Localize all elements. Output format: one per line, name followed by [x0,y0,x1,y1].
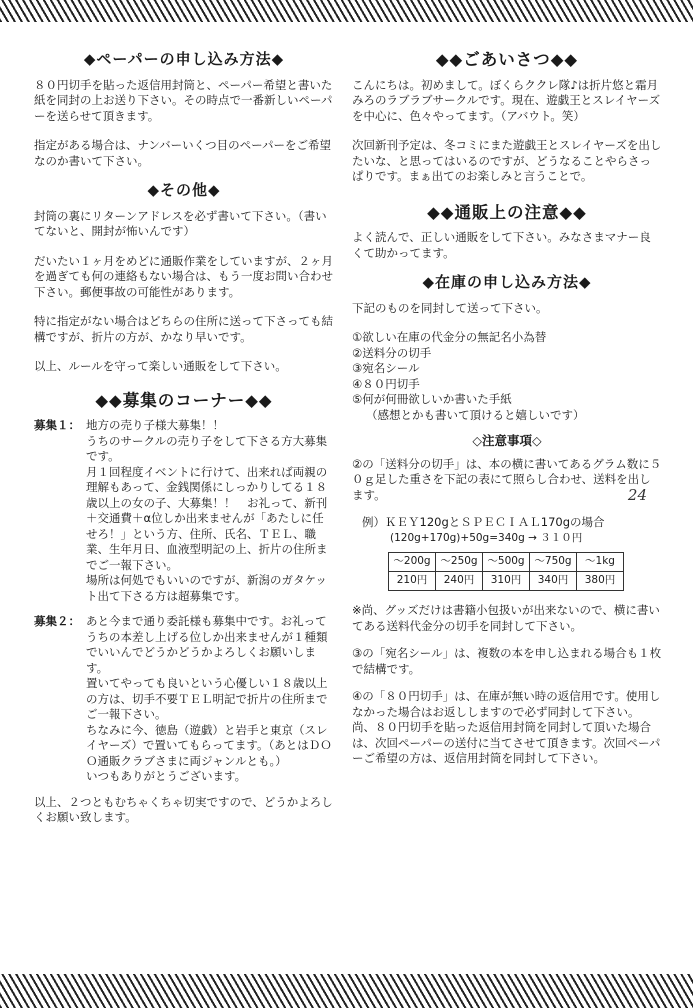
recruit-body-2 [86,614,334,785]
recruit-2-line-3: ちなみに今、徳島（遊戯）と岩手と東京（スレイヤーズ）で置いてもらってます。（あとはＤＯＯ通販クラブさまに両ジャンルとも。） [86,722,332,768]
recruit-1-line-1: 地方の売り子様大募集！！ [86,418,224,432]
rate-price-cell: 380円 [577,572,624,591]
recruit-1-line-4: 場所は何処でもいいのですが、新潟のガタケット出て下さる方は超募集です。 [86,573,327,603]
other-text-4: 以上、ルールを守って楽しい通販をして下さい。 [34,359,287,373]
stock-item-3: ③宛名シール [352,361,420,375]
top-decorative-border [0,0,693,22]
recruit-section [34,390,334,826]
stock-item-5-note: （感想とかも書いて頂けると嬉しいです） [366,407,585,422]
paper-request-text-1: ８０円切手を貼った返信用封筒と、ペーパー希望と書いた紙を同封の上お送り下さい。その時点で一番新しいペーパーを送らせて頂きます。 [34,77,333,123]
recruit-label-1: 募集１： [34,418,80,432]
stock-item-4: ④８０円切手 [352,376,420,391]
stock-section [352,275,662,423]
left-column [34,52,334,840]
bottom-decorative-border [0,974,693,1008]
postage-example [362,515,662,546]
rate-weight-cell: ～250g [436,553,483,572]
example-line-1: 例）ＫＥＹ120gとＳＰＥＣＩＡＬ170gの場合 [362,515,605,529]
mailorder-section [352,202,662,262]
right-column [352,52,662,779]
paper-request-text-2: 指定がある場合は、ナンバーいくつ目のペーパーをご希望なのか書いて下さい。 [34,138,332,168]
rate-price-cell: 340円 [530,572,577,591]
rate-weight-cell: ～750g [530,553,577,572]
recruit-1-line-3: 月１回程度イベントに行けて、出来れば両親の理解もあって、金銭関係にしっかりしてる１８歳以上の女の子、大募集！！ お礼って、新刊＋交通費＋α位しか出来ませんが「あたしに任せろ！」という方、住所、氏名、ＴＥＬ、職業、生年月日、血液型明記の上、折片の住所までご一報下さい。 [86,464,328,572]
other-section [34,183,334,375]
note-goods: ※尚、グッズだけは書籍小包扱いが出来ないので、横に書いてある送料代金分の切手を同封して下さい。 [352,603,660,633]
page-number: 24 [627,486,647,504]
stock-item-5: ⑤何が何冊欲しいか書いた手紙 [352,392,512,406]
rate-weight-cell: ～1kg [577,553,624,572]
stock-item-1: ①欲しい在庫の代金分の無記名小為替 [352,330,547,344]
recruit-closing: 以上、２つともむちゃくちゃ切実ですので、どうかよろしくお願い致します。 [34,794,333,824]
rate-price-cell: 210円 [389,572,436,591]
note-postage: ②の「送料分の切手」は、本の横に書いてあるグラム数に５０ｇ足した重さを下記の表にて照らし合わせ、送料を出します。 [352,456,662,502]
stock-items-list [352,330,662,423]
recruit-2-line-2: 置いてやっても良いという心優しい１８歳以上の方は、切手不要ＴＥＬ明記で折片の住所までご一報下さい。 [86,676,328,721]
recruit-2-line-4: いつもありがとうございます。 [86,769,247,783]
greeting-text-1: こんにちは。初めまして。ぼくらククレ隊♪は折片悠と霜月みろのラブラブサークルです。現在、遊戯王とスレイヤーズを中心に、色々やってます。（アバウト。笑） [352,77,661,123]
postage-rate-table [388,552,624,591]
mailorder-text: よく読んで、正しい通販をして下さい。みなさまマナー良くて助かってます。 [352,230,651,260]
greeting-section [352,52,662,185]
paper-request-heading: ◆ペーパーの申し込み方法◆ [83,50,285,68]
recruit-body-1 [86,418,334,604]
recruit-heading: ◆◆募集のコーナー◆◆ [95,390,273,410]
other-text-2: だいたい１ヶ月をめどに通販作業をしていますが、２ヶ月を過ぎても何の連絡もない場合は、もう一度お問い合わせ下さい。郵便事故の可能性があります。 [34,253,333,299]
other-heading: ◆その他◆ [147,181,221,199]
rate-weight-cell: ～500g [483,553,530,572]
rate-price-cell: 310円 [483,572,530,591]
stock-heading: ◆在庫の申し込み方法◆ [422,273,592,291]
paper-request-section [34,52,334,169]
notes-section [352,433,662,767]
greeting-text-2: 次回新刊予定は、冬コミにまた遊戯王とスレイヤーズを出したいな、と思ってはいるのですが、どうなることやらさっぱりです。まぁ出てのお楽しみと言うことで。 [352,138,662,183]
stock-item-2: ②送料分の切手 [352,345,432,360]
recruit-2-line-1: あと今まで通り委託様も募集中です。お礼ってうちの本差し上げる位しか出来ませんが１種類でいいんでどうかどうかよろしくお願いします。 [86,614,328,675]
other-text-3: 特に指定がない場合はどちらの住所に送って下さっても結構ですが、折片の方が、かなり早いです。 [34,314,333,344]
recruit-item-1 [34,418,334,604]
recruit-item-2 [34,614,334,785]
recruit-label-2: 募集２： [34,614,80,628]
recruit-1-line-2: うちのサークルの売り子をして下さる方大募集です。 [86,433,328,463]
rate-price-cell: 240円 [436,572,483,591]
example-line-2: (120g+170g)+50g=340g → ３１０円 [390,531,583,544]
greeting-heading: ◆◆ごあいさつ◆◆ [435,50,579,69]
other-text-1: 封筒の裏にリターンアドレスを必ず書いて下さい。（書いてないと、開封が怖いんです） [34,208,327,238]
note-address-label: ③の「宛名シール」は、複数の本を申し込まれる場合も１枚で結構です。 [352,646,662,676]
rate-weight-row [389,553,624,572]
note-return-stamp: ④の「８０円切手」は、在庫が無い時の返信用です。使用しなかった場合はお返ししますので必ず同封して下さい。尚、８０円切手を貼った返信用封筒を同封して頂いた場合は、次回ペーパーの送付に当てさせて頂きます。次回ペーパーご希望の方は、返信用封筒を同封して下さい。 [352,689,661,765]
rate-weight-cell: ～200g [389,553,436,572]
rate-price-row [389,572,624,591]
notes-heading: ◇注意事項◇ [472,433,542,448]
stock-intro: 下記のものを同封して送って下さい。 [352,300,548,315]
mailorder-heading: ◆◆通販上の注意◆◆ [427,202,587,222]
